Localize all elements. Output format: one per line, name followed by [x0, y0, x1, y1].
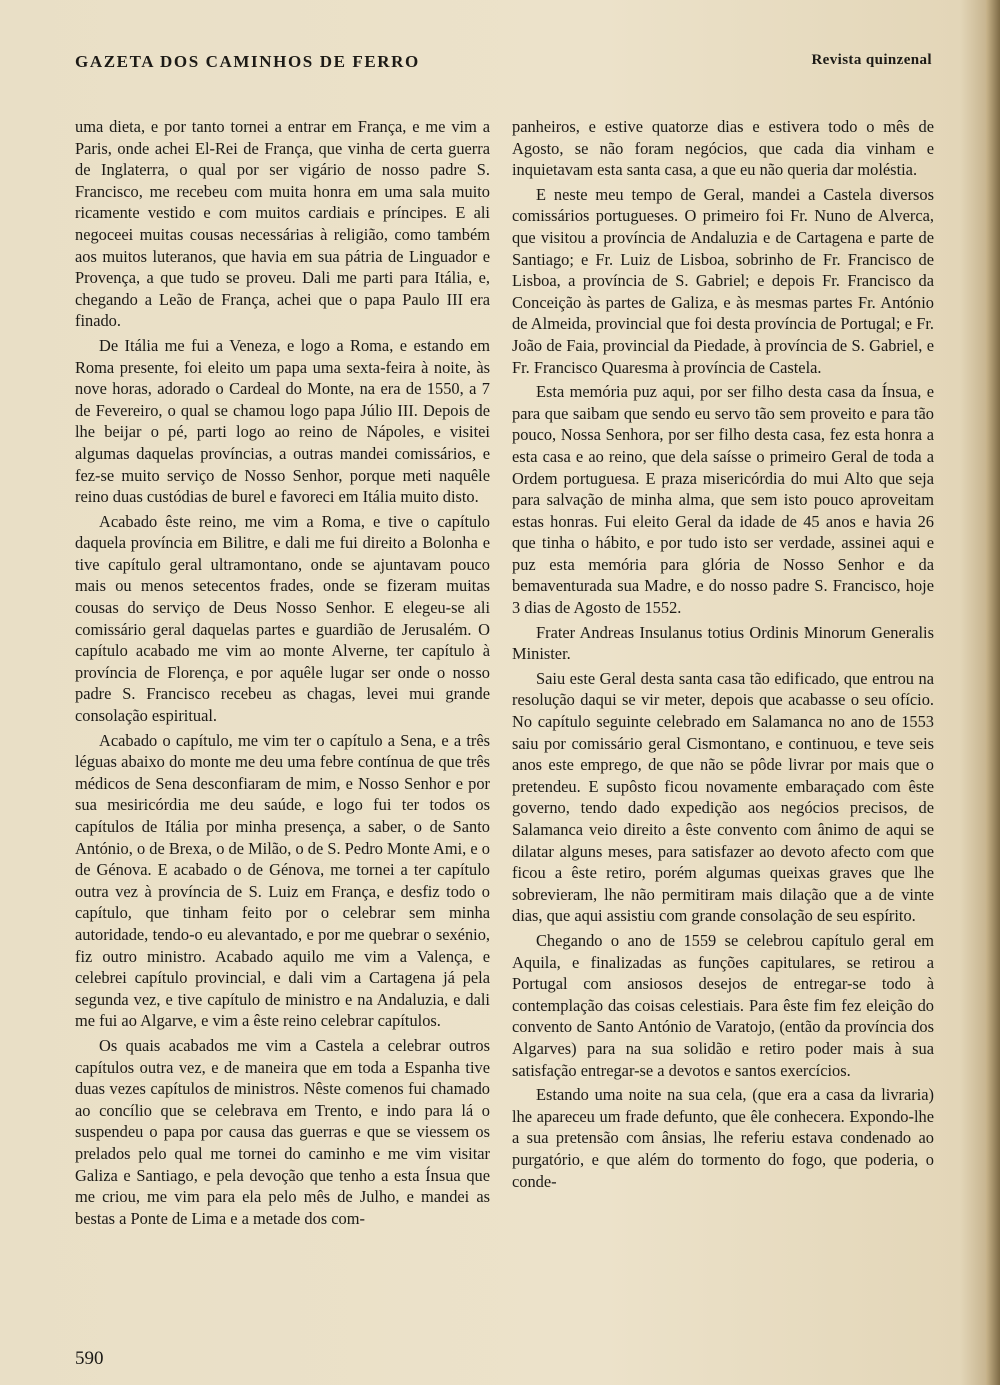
left-column — [75, 116, 490, 1229]
paragraph: De Itália me fui a Veneza, e logo a Roma, e estando em Roma presente, foi eleito um papa uma sexta-feira à noite, às nove horas, adorado o Cardeal do Monte, na era de 1550, a 7 de Fevereiro, o qual se chamou logo papa Júlio III. Depois de lhe beijar o pé, parti logo ao reino de Nápoles, e visitei algumas daquelas províncias, a outras mandei comissários, e fez-se muito serviço de Nosso Senhor, porque meti naquêle reino duas custódias de burel e favoreci em Itália muito disto. — [75, 335, 490, 507]
paragraph: Esta memória puz aqui, por ser filho desta casa da Ínsua, e para que saibam que sendo eu servo tão sem proveito e para tão pouco, Nossa Senhora, por ser filho desta casa, fez esta honra a esta casa e ao reino, que dela saísse o primeiro Geral de toda a Ordem portuguesa. E praza misericórdia do mui Alto que seja para salvação de minha alma, que sem isto pouco aproveitam estas honras. Fui eleito Geral da idade de 45 anos e havia 26 que tinha o hábito, e por tudo isto ser verdade, assinei aqui e puz esta memória para glória de Nosso Senhor e da bemaventurada sua Madre, e do nosso padre S. Francisco, hoje 3 dias de Agosto de 1552. — [512, 382, 934, 618]
publication-subtitle: Revista quinzenal — [811, 52, 932, 68]
signature-paragraph: Frater Andreas Insulanus totius Ordinis Minorum Generalis Minister. — [512, 622, 934, 664]
paragraph: panheiros, e estive quatorze dias e estivera todo o mês de Agosto, se não foram negócios, que cada dia vinham e inquietavam esta santa casa, a que eu não queria dar moléstia. — [512, 117, 934, 180]
paragraph: Chegando o ano de 1559 se celebrou capítulo geral em Aquila, e finalizadas as funções capitulares, se retirou a Portugal com ansiosos desejos de entregar-se todo à contemplação das coisas celestiais. Para êste fim fez eleição do convento de Santo António de Varatojo, (então da província dos Algarves) para na sua solidão e retiro poder mais à sua satisfação entregar-se a devotos e santos exercícios. — [512, 930, 934, 1080]
paragraph: Acabado o capítulo, me vim ter o capítulo a Sena, e a três léguas abaixo do monte me deu uma febre contínua de que três médicos de Sena desconfiaram de mim, e Nosso Senhor e por sua mesiricórdia me deu saúde, e logo fui ter todos os capítulos de Itália por minha presença, a saber, o de Santo António, o de Brexa, o de Milão, o de S. Pedro Monte Ami, e o de Génova. E acabado o de Génova, me tornei a ter capítulo outra vez à província de S. Luiz em França, e desfiz todo o capítulo, que tinham feito por o celebrar sem minha autoridade, tendo-o eu alevantado, e por me quebrar o sexénio, fiz outro ministro. Acabado aquilo me vim a Valença, e celebrei capítulo provincial, e dali vim a Cartagena já pela segunda vez, e tive capítulo de ministro e na Andaluzia, e dali me fui ao Algarve, e vim a êste reino celebrar capítulos. — [75, 730, 490, 1031]
running-head — [75, 52, 932, 82]
page-number: 590 — [75, 1348, 104, 1369]
paragraph: Saiu este Geral desta santa casa tão edificado, que entrou na resolução daqui se vir meter, depois que acabasse o seu ofício. No capítulo seguinte celebrado em Salamanca no ano de 1553 saiu por comissário geral Cismontano, e continuou, e teve seis anos este emprego, de que não se pôde livrar por mais que o pretendeu. E supôsto ficou novamente embaraçado com êste governo, tendo dado expedição aos negócios precisos, de Salamanca veio direito a êste convento com ânimo de aqui se dilatar alguns meses, para satisfazer ao devoto afecto com que ficou a êste retiro, porém algumas queixas graves que lhe sobrevieram, lhe não permitiram mais dilação que a de vinte dias, que aqui assistiu com grande consolação de seu espírito. — [512, 668, 934, 926]
paragraph: Os quais acabados me vim a Castela a celebrar outros capítulos outra vez, e de maneira que em toda a Espanha tive duas vezes capítulos de ministros. Nêste comenos fui chamado ao concílio que se celebrava em Trento, e indo para lá o suspendeu o papa por causa das guerras e que se viessem os prelados pelo qual me tornei do caminho e me vim visitar Galiza e Santiago, e pela devoção que tenho a esta Ínsua que me criou, me vim para ela pelo mês de Julho, e mandei as bestas a Ponte de Lima e a metade dos com- — [75, 1035, 490, 1228]
paragraph: Acabado êste reino, me vim a Roma, e tive o capítulo daquela província em Bilitre, e dali me fui direito a Bolonha e tive capítulo geral ultramontano, onde se ajuntavam pouco mais ou menos setecentos frades, onde se fizeram muitas cousas do serviço de Deus Nosso Senhor. E elegeu-se ali comissário geral daquelas partes e guardião de Jerusalém. O capítulo acabado me vim ao monte Alverne, ter capítulo à província de Florença, e por aquêle lugar ser onde o nosso padre S. Francisco recebeu as chagas, levei mui grande consolação espiritual. — [75, 511, 490, 726]
paragraph: Estando uma noite na sua cela, (que era a casa da livraria) lhe apareceu um frade defunto, que êle conhecera. Expondo-lhe a sua pretensão com ânsias, lhe referiu estava condenado ao purgatório, e que além do tormento do fogo, que poderia, o conde- — [512, 1085, 934, 1191]
publication-title: GAZETA DOS CAMINHOS DE FERRO — [75, 52, 420, 71]
paragraph: E neste meu tempo de Geral, mandei a Castela diversos comissários portugueses. O primeiro foi Fr. Nuno de Alverca, que visitou a província de Andaluzia e de Cartagena e parte de Santiago; e Fr. Luiz de Lisboa, sobrinho de Fr. Francisco de Lisboa, a província de S. Gabriel; e depois Fr. Francisco da Conceição às partes de Galiza, e às mesmas partes Fr. António de Almeida, provincial que foi desta província de Portugal; e Fr. João de Faia, provincial da Piedade, à província de S. Gabriel, e Fr. Francisco Quaresma à província de Castela. — [512, 184, 934, 377]
paragraph: uma dieta, e por tanto tornei a entrar em França, e me vim a Paris, onde achei El-Rei de França, que vinha de certa guerra de Inglaterra, o qual por ser vigário de nosso padre S. Francisco, me recebeu com muita honra em uma sala muito ricamente vestido e com muitos cardiais e príncipes. E ali negoceei muitas cousas necessárias à religião, como também aos muitos luteranos, que havia em sua pátria de Linguador e Provença, a que tudo se proveu. Dali me parti para Itália, e, chegando a Leão de França, achei que o papa Paulo III era finado. — [75, 117, 490, 331]
right-column — [512, 116, 934, 1192]
page-edge-shadow — [986, 0, 1000, 1385]
